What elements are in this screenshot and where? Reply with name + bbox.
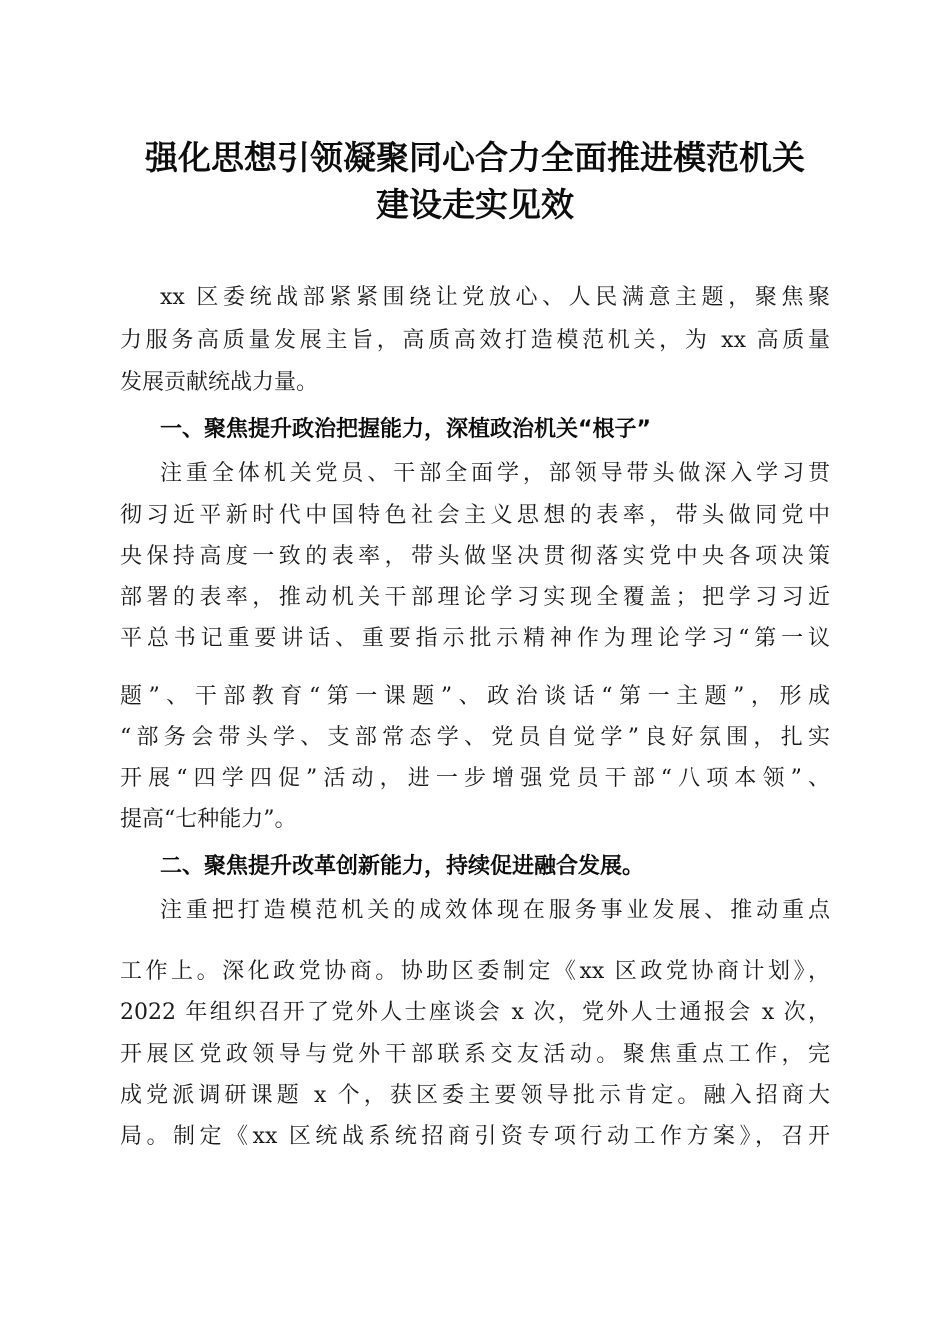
document-title-line-1: 强化思想引领凝聚同心合力全面推进模范机关 <box>145 138 805 177</box>
paragraph-line: 成党派调研课题 x 个，获区委主要领导批示肯定。融入招商大 <box>120 1083 830 1108</box>
section-heading-2: 二、聚焦提升改革创新能力，持续促进融合发展。 <box>160 854 645 879</box>
paragraph-line: 注重把打造模范机关的成效体现在服务事业发展、推动重点 <box>160 898 830 923</box>
paragraph-line: 提高“七种能力”。 <box>120 807 297 832</box>
paragraph-line: 发展贡献统战力量。 <box>120 370 319 395</box>
paragraph-line: 题”、干部教育“第一课题”、政治谈话“第一主题”，形成 <box>120 684 830 709</box>
paragraph-line: 部署的表率，推动机关干部理论学习实现全覆盖；把学习习近 <box>120 585 830 610</box>
paragraph-line: 工作上。深化政党协商。协助区委制定《xx 区政党协商计划》， <box>120 959 830 984</box>
paragraph-line: 彻习近平新时代中国特色社会主义思想的表率，带头做同党中 <box>120 503 830 528</box>
paragraph-line: 局。制定《xx 区统战系统招商引资专项行动工作方案》，召开 <box>120 1124 830 1149</box>
paragraph-line: xx 区委统战部紧紧围绕让党放心、人民满意主题，聚焦聚 <box>160 285 830 310</box>
paragraph-line: 开展“四学四促”活动，进一步增强党员干部“八项本领”、 <box>120 766 830 791</box>
paragraph-line: 2022 年组织召开了党外人士座谈会 x 次，党外人士通报会 x 次， <box>120 1000 830 1025</box>
paragraph-line: “部务会带头学、支部常态学、党员自觉学”良好氛围，扎实 <box>120 725 830 750</box>
paragraph-line: 开展区党政领导与党外干部联系交友活动。聚焦重点工作，完 <box>120 1042 830 1067</box>
document-title-line-2: 建设走实见效 <box>376 185 574 224</box>
section-heading-1: 一、聚焦提升政治把握能力，深植政治机关“根子” <box>160 417 651 442</box>
paragraph-line: 力服务高质量发展主旨，高质高效打造模范机关，为 xx 高质量 <box>120 328 830 353</box>
paragraph-line: 央保持高度一致的表率，带头做坚决贯彻落实党中央各项决策 <box>120 544 830 569</box>
paragraph-line: 注重全体机关党员、干部全面学，部领导带头做深入学习贯 <box>160 461 830 486</box>
paragraph-line: 平总书记重要讲话、重要指示批示精神作为理论学习“第一议 <box>120 626 830 651</box>
